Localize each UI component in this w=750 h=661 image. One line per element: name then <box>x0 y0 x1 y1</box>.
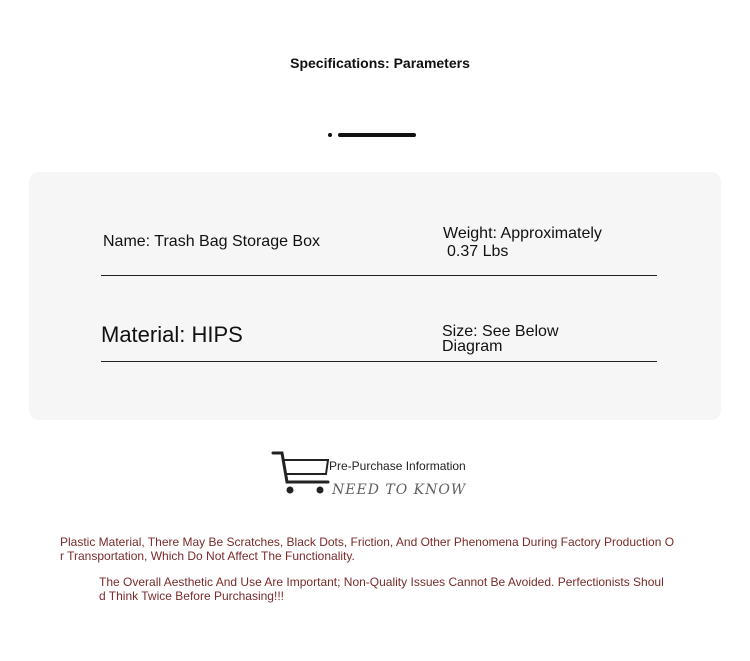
spec-divider <box>101 361 657 362</box>
indicator-bar <box>338 133 416 137</box>
spec-divider <box>101 275 657 276</box>
note-text: The Overall Aesthetic And Use Are Important; Non-Quality Issues Cannot Be Avoided. Perfectionists Should Think Twice Before Purchasing!!! <box>99 575 664 603</box>
spec-material: Material: HIPS <box>101 322 243 347</box>
need-to-know-banner <box>270 448 490 500</box>
spec-name: Name: Trash Bag Storage Box <box>103 233 320 250</box>
spec-weight-line1: Weight: Approximately <box>443 225 602 242</box>
note-text: Plastic Material, There May Be Scratches, Black Dots, Friction, And Other Phenomena During Factory Production Or Transportation, Which Do Not Affect The Functionality. <box>60 535 675 563</box>
spec-size: Size: See Below Diagram <box>442 323 559 355</box>
spec-weight-line2: 0.37 Lbs <box>447 243 509 260</box>
spec-weight <box>443 225 643 261</box>
need-to-know-script: NEED TO KNOW <box>332 482 467 498</box>
pre-purchase-label: Pre-Purchase Information <box>329 459 466 473</box>
cart-icon <box>270 448 332 498</box>
spec-card <box>29 172 721 420</box>
page-title: Specifications: Parameters <box>290 55 470 71</box>
indicator-dot <box>328 133 332 137</box>
